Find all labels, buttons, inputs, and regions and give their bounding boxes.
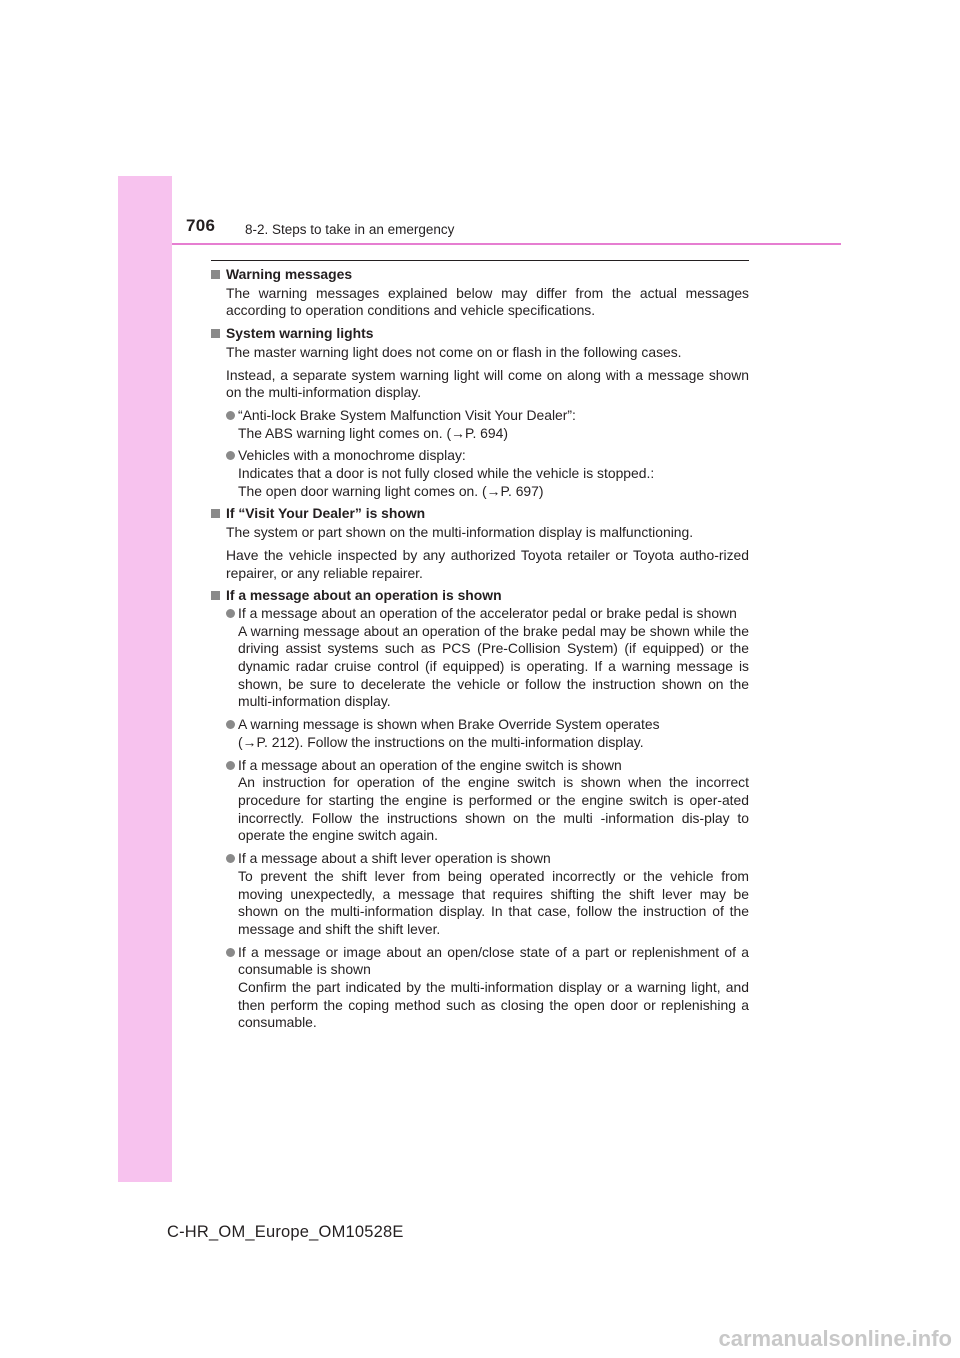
document-id: C-HR_OM_Europe_OM10528E	[167, 1223, 404, 1241]
round-bullet-icon	[226, 451, 235, 460]
list-item-line: A warning message about an operation of the brake pedal may be shown while the driving assist systems such as PCS (Pre-Collision System) (if equipped) or the dynamic radar cruise control (if equipped) is operating. If a warning message is shown, be sure to decelerate the vehicle or follow the instruction shown on the multi-information display.	[238, 622, 749, 710]
square-bullet-icon	[211, 591, 220, 600]
list-item	[211, 447, 749, 500]
list-item-line: The ABS warning light comes on. (→P. 694)	[238, 424, 508, 441]
list-item-line: Confirm the part indicated by the multi-information display or a warning light, and then perform the coping method such as closing the open door or replenishing a consumable.	[238, 979, 749, 1031]
paragraph: Instead, a separate system warning light will come on along with a message shown on the multi-information display.	[226, 366, 749, 401]
round-bullet-icon	[226, 720, 235, 729]
round-bullet-icon	[226, 948, 235, 957]
list-item-line: The open door warning light comes on. (→P. 697)	[238, 482, 544, 499]
square-bullet-icon	[211, 509, 220, 518]
square-bullet-icon	[211, 329, 220, 338]
list-item	[211, 757, 749, 846]
round-bullet-icon	[226, 609, 235, 618]
list-item	[211, 850, 749, 939]
round-bullet-icon	[226, 761, 235, 770]
list-item-line: If a message or image about an open/close state of a part or replenishment of a consumable is shown	[238, 943, 749, 978]
section-heading	[211, 325, 749, 343]
section-heading	[211, 505, 749, 523]
content-top-rule	[211, 260, 749, 261]
section-heading-text: Warning messages	[226, 266, 353, 282]
list-item	[211, 407, 749, 442]
main-content	[211, 266, 749, 1037]
list-item-line: Vehicles with a monochrome display:	[238, 447, 466, 464]
section-heading-text: System warning lights	[226, 325, 374, 342]
section-heading-text: If “Visit Your Dealer” is shown	[226, 505, 426, 522]
paragraph: The warning messages explained below may differ from the actual messages according to operation conditions and vehicle specifications.	[226, 284, 749, 319]
list-item-line: (→P. 212). Follow the instructions on the multi-information display.	[238, 733, 644, 750]
section	[211, 505, 749, 582]
list-item-line: Indicates that a door is not fully closed while the vehicle is stopped.:	[238, 465, 655, 482]
section-heading	[211, 587, 749, 605]
list-item-line: If a message about an operation of the accelerator pedal or brake pedal is shown	[238, 604, 737, 621]
list-item	[211, 716, 749, 751]
list-item-line: “Anti-lock Brake System Malfunction Visit Your Dealer”:	[238, 406, 576, 423]
section	[211, 587, 749, 1032]
square-bullet-icon	[211, 270, 220, 279]
paragraph: The master warning light does not come on or flash in the following cases.	[226, 343, 682, 360]
section-heading	[211, 266, 749, 284]
round-bullet-icon	[226, 411, 235, 420]
list-item-line: If a message about an operation of the engine switch is shown	[238, 756, 622, 773]
chapter-sidebar-tab	[118, 176, 172, 1182]
round-bullet-icon	[226, 854, 235, 863]
list-item	[211, 944, 749, 1033]
paragraph: Have the vehicle inspected by any authorized Toyota retailer or Toyota autho-rized repairer, or any reliable repairer.	[226, 546, 749, 581]
section	[211, 325, 749, 500]
paragraph: The system or part shown on the multi-information display is malfunctioning.	[226, 524, 694, 541]
list-item-line: A warning message is shown when Brake Override System operates	[238, 716, 660, 733]
list-item	[211, 605, 749, 711]
section	[211, 266, 749, 320]
list-item-line: An instruction for operation of the engine switch is shown when the incorrect procedure for starting the engine is performed or the engine switch is oper-ated incorrectly. Follow the instructions shown on the multi -information dis-play to operate the engine switch again.	[238, 774, 749, 844]
list-item-line: If a message about a shift lever operation is shown	[238, 850, 551, 867]
watermark: carmanualsonline.info	[718, 1326, 952, 1351]
section-heading-text: If a message about an operation is shown	[226, 587, 502, 604]
section-title: 8-2. Steps to take in an emergency	[245, 222, 455, 237]
list-item-line: To prevent the shift lever from being operated incorrectly or the vehicle from moving unexpectedly, a message that requires shifting the shift lever may be shown on the multi-information display. In that case, follow the instruction of the message and shift the shift lever.	[238, 867, 749, 937]
header-rule	[172, 243, 841, 245]
page-number: 706	[186, 216, 216, 235]
